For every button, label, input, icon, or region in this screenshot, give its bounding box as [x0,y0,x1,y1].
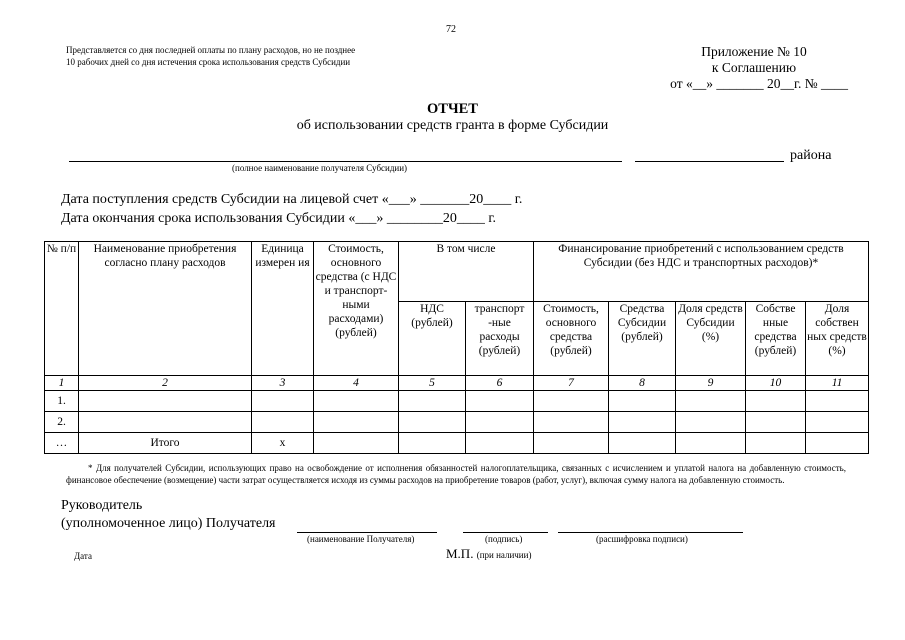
caption-signature: (подпись) [485,534,523,544]
col-number: 4 [314,376,399,391]
col-number: 3 [252,376,314,391]
cell[interactable] [399,433,466,454]
cell[interactable] [806,391,869,412]
cell[interactable] [746,433,806,454]
caption-decode: (расшифровка подписи) [596,534,688,544]
cell[interactable] [314,391,399,412]
header-subsidy: Средства Субсидии (рублей) [609,302,676,376]
table-row [45,412,869,433]
header-own-funds: Собстве нные средства (рублей) [746,302,806,376]
signature-field[interactable] [463,532,548,533]
header-vat: НДС (рублей) [399,302,466,376]
row-unit[interactable] [252,391,314,412]
caption-recipient-name: (наименование Получателя) [307,534,415,544]
row-name[interactable] [79,391,252,412]
date-received-line: Дата поступления средств Субсидии на лицевой счет «___» _______20____ г. [61,192,523,207]
col-number: 11 [806,376,869,391]
row-num: … [45,433,79,454]
row-unit[interactable] [252,412,314,433]
annex-header [640,44,848,92]
report-table [44,241,869,454]
head-label: Руководитель [61,498,143,513]
table-row-total [45,433,869,454]
stamp-place [446,546,531,562]
col-number: 10 [746,376,806,391]
col-number: 5 [399,376,466,391]
col-number: 7 [534,376,609,391]
cell[interactable] [466,391,534,412]
recipient-caption: (полное наименование получателя Субсидии) [232,163,408,173]
cell[interactable] [466,412,534,433]
annex-number: Приложение № 10 [701,44,807,59]
stamp-note: (при наличии) [476,550,532,560]
cell[interactable] [806,433,869,454]
cell[interactable] [534,412,609,433]
col-number: 9 [676,376,746,391]
recipient-name-line [69,161,622,162]
header-transport: транспорт -ные расходы (рублей) [466,302,534,376]
row-num: 1. [45,391,79,412]
recipient-name-field[interactable] [297,532,437,533]
submission-note: Представляется со дня последней оплаты по плану расходов, но не позднее 10 рабочих дней со дня истечения срока использования средств Субсидии [66,45,356,67]
row-num: 2. [45,412,79,433]
report-subtitle: об использовании средств гранта в форме Субсидии [296,118,609,133]
cell[interactable] [676,412,746,433]
cell[interactable] [314,412,399,433]
col-number: 6 [466,376,534,391]
cell[interactable] [676,433,746,454]
footnote-text: * Для получателей Субсидии, использующих право на освобождение от исполнения обязанностей налогоплательщика, связанных с исчислением и уплатой налога на добавленную стоимость, финансовое обеспечение (возмещение) части затрат осуществляется исходя из суммы расходов на приобретение товаров (работ, услуг), включая сумму налога на добавленную стоимость. [66,463,846,485]
header-fin-cost: Стоимость, основного средства (рублей) [534,302,609,376]
signature-decode-field[interactable] [558,532,743,533]
cell[interactable] [314,433,399,454]
annex-date-line: от «__» _______ 20__г. № ____ [670,76,848,91]
cell[interactable] [609,433,676,454]
cell[interactable] [806,412,869,433]
footnote [66,462,846,486]
authorized-person-label: (уполномоченное лицо) Получателя [61,516,276,531]
district-label: района [790,148,832,163]
annex-agreement: к Соглашению [711,60,797,75]
header-subsidy-share: Доля средств Субсидии (%) [676,302,746,376]
cell[interactable] [399,412,466,433]
cell[interactable] [534,433,609,454]
col-number: 8 [609,376,676,391]
date-end-line: Дата окончания срока использования Субсидии «___» ________20____ г. [61,211,496,226]
col-number: 1 [45,376,79,391]
header-num: № п/п [45,242,79,376]
cell[interactable] [609,412,676,433]
report-title: ОТЧЕТ [427,101,478,117]
header-financing: Финансирование приобретений с использованием средств Субсидии (без НДС и транспортных расходов)* [534,242,869,302]
cell[interactable] [466,433,534,454]
row-name[interactable] [79,412,252,433]
cell[interactable] [609,391,676,412]
cell[interactable] [676,391,746,412]
cell[interactable] [746,412,806,433]
cell[interactable] [746,391,806,412]
table-row [45,391,869,412]
stamp-label: М.П. [446,546,474,561]
cell[interactable] [534,391,609,412]
header-including: В том числе [399,242,534,302]
header-own-share: Доля собствен ных средств (%) [806,302,869,376]
cell[interactable] [399,391,466,412]
district-line [635,161,784,162]
header-unit: Единица измерен ия [252,242,314,376]
page-number: 72 [446,24,456,35]
header-name: Наименование приобретения согласно плану расходов [79,242,252,376]
row-name: Итого [79,433,252,454]
col-number: 2 [79,376,252,391]
header-cost: Стоимость, основного средства (с НДС и транспорт- ными расходами) (рублей) [314,242,399,376]
date-label: Дата [74,551,92,561]
row-unit: х [252,433,314,454]
